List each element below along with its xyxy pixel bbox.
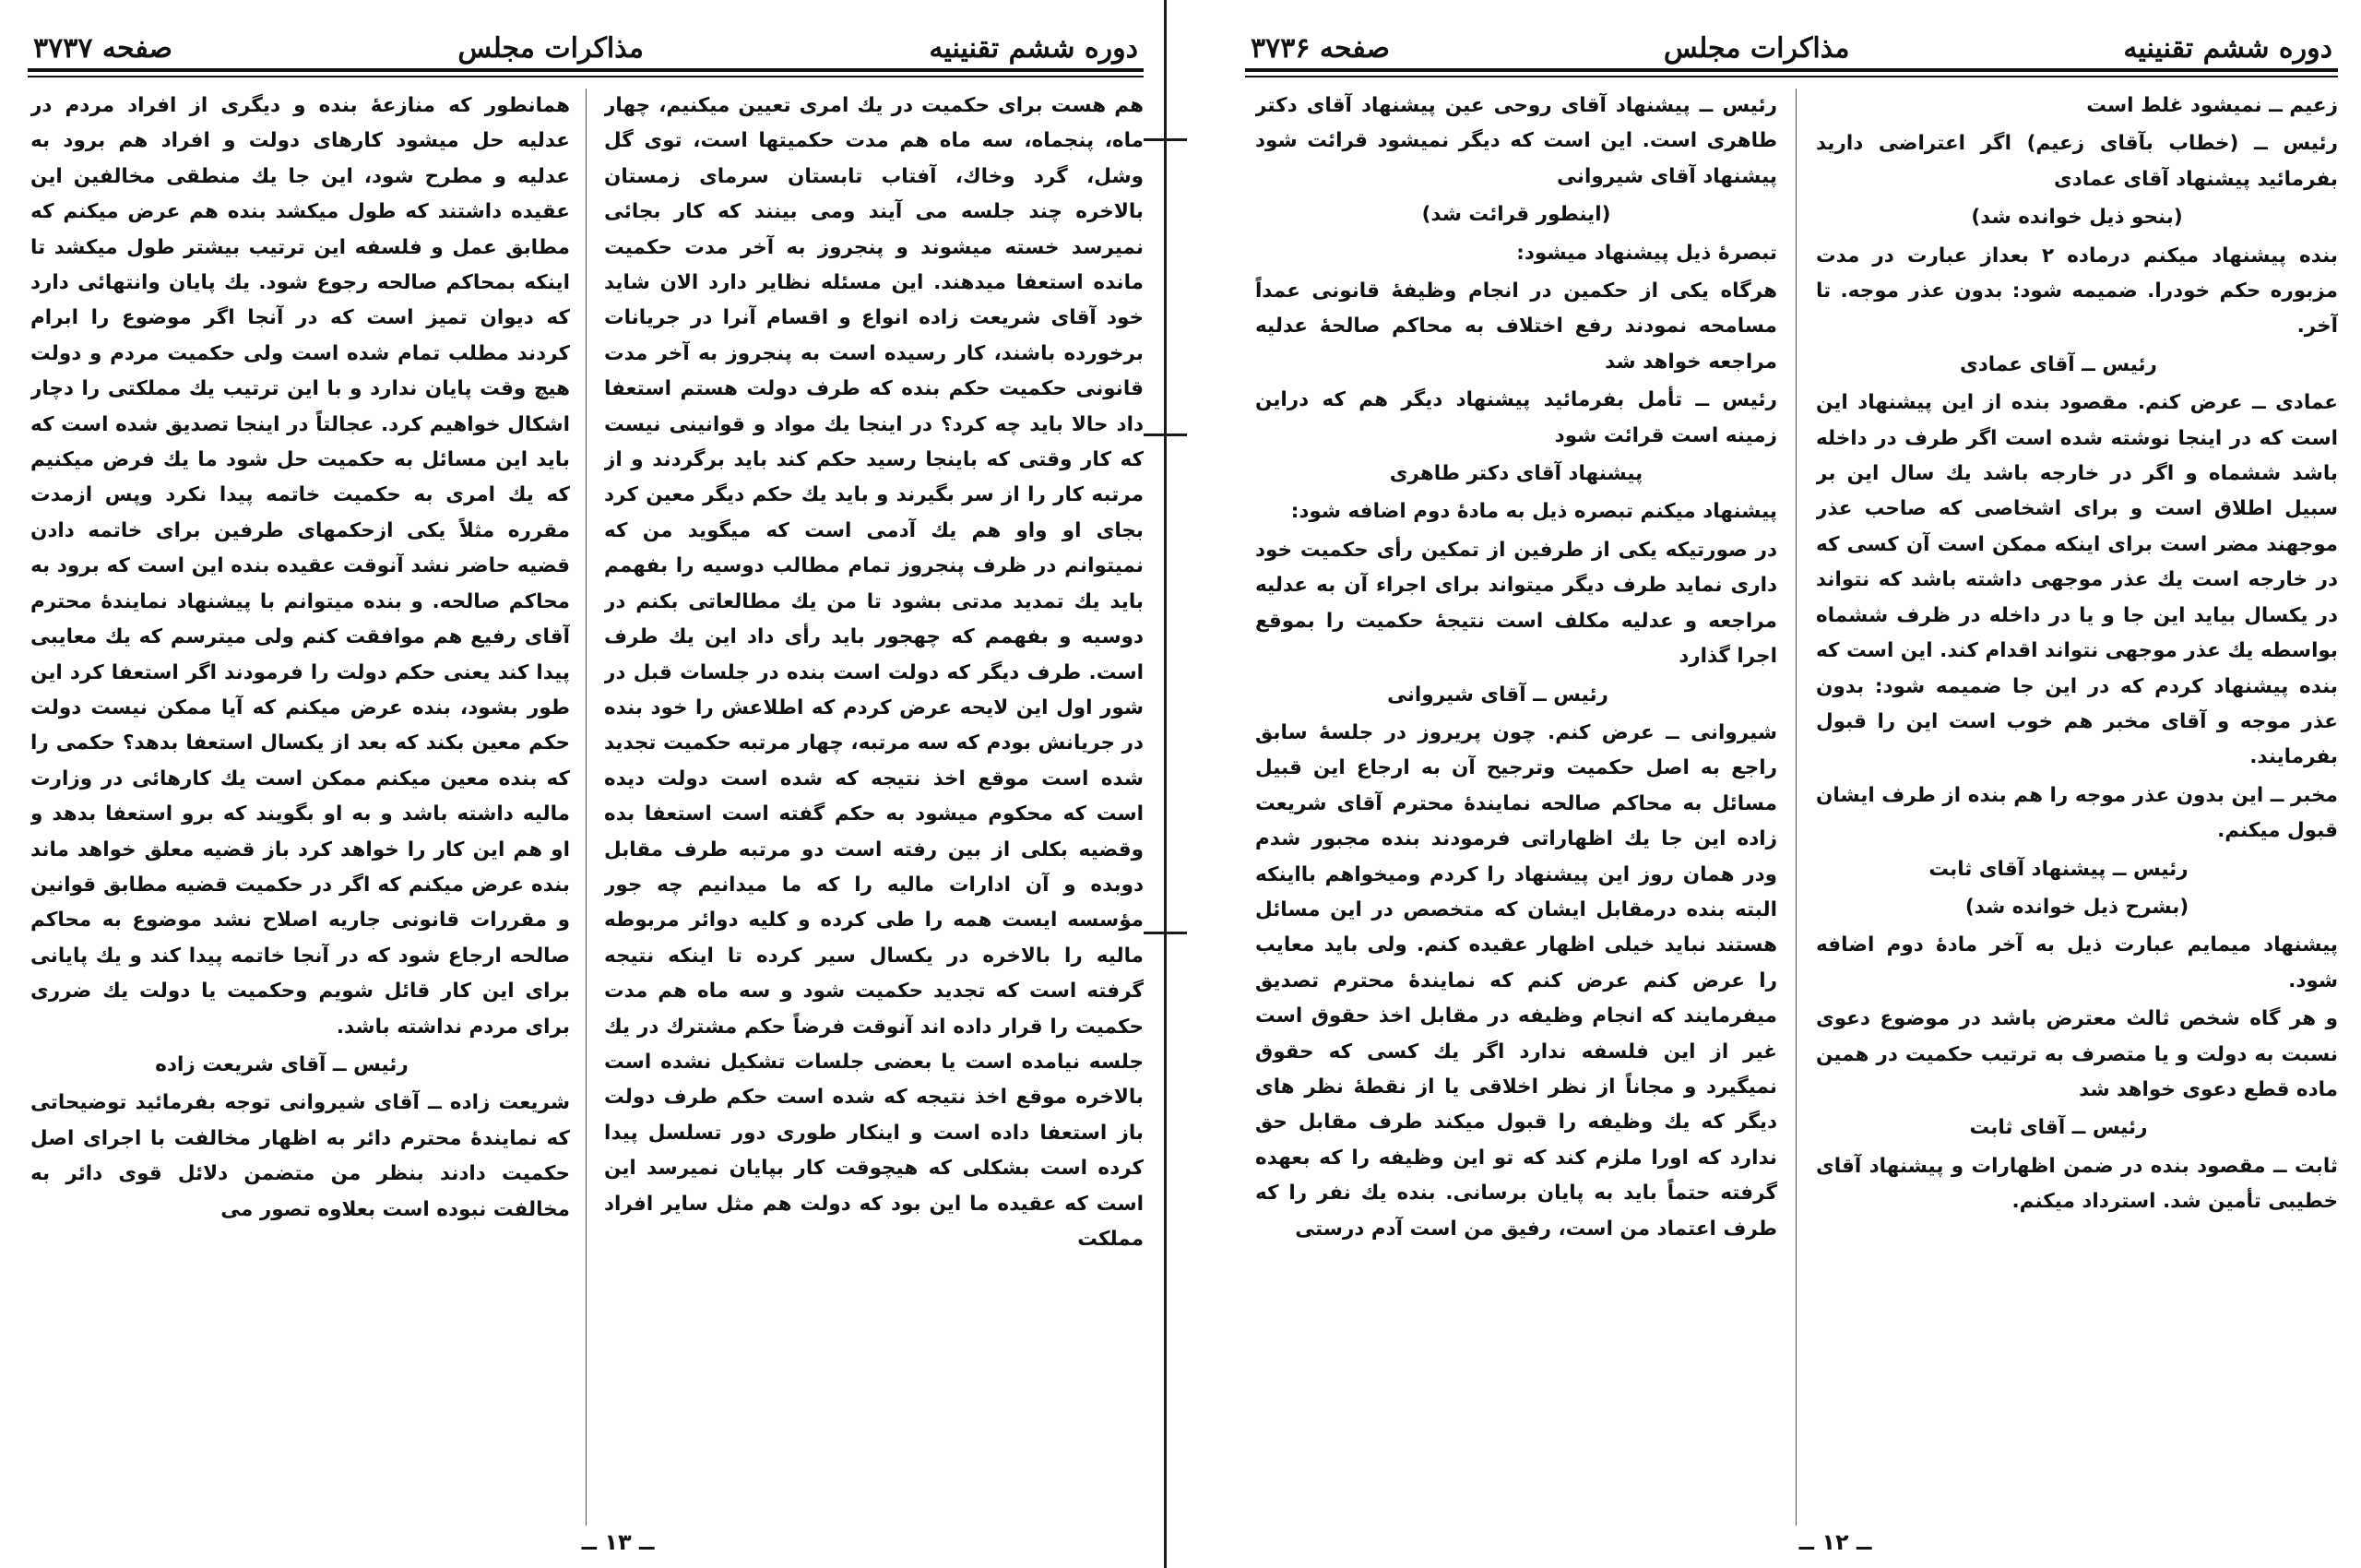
paragraph: پیشنهاد میمایم عبارت ذیل به آخر مادهٔ دوم اضافه شود. bbox=[1816, 933, 2338, 992]
book-gutter bbox=[1164, 0, 1167, 1568]
paragraph: عمادی ــ عرض کنم. مقصود بنده از این پیشنهاد این است که در اینجا نوشته شده است اگر طرف در داخله باشد ششماه و اگر در خارجه باشد یك سال این بر سبیل اطلاق است و برای اشخاصی که صاحب عذر موجهند مضر است برای اینکه ممکن است آن کسی که در خارجه است یك عذر موجهی داشته باشد که نتواند در یکسال بیاید این جا و یا در داخله در ظرف ششماه بواسطه یك عذر موجهی نتواند اقدام کند. این است که بنده پیشنهاد کردم که در این جا ضمیمه شود: بدون عذر موجه و آقای مخبر هم خوب است این را قبول بفرمایند. bbox=[1816, 391, 2338, 769]
reading-note: (اینطور قرائت شد) bbox=[1421, 203, 1611, 227]
paragraph: بنده پیشنهاد میکنم درماده ۲ بعداز عبارت در مدت مزبوره حکم خودرا. ضمیمه شود: بدون عذر موجه. تا آخر. bbox=[1816, 244, 2338, 339]
header-rule-thin bbox=[28, 76, 1144, 77]
paragraph: پیشنهاد میکنم تبصره ذیل به مادهٔ دوم اضافه شود: bbox=[1290, 500, 1777, 524]
paragraph: شیروانی ــ عرض کنم. چون پریروز در جلسهٔ سابق راجع به اصل حکمیت وترجیح آن به ارجاع این قبیل مسائل به محاکم صالحه نمایندهٔ محترم آقای شریعت زاده این جا یك اظهاراتی فرمودند بنده مجبور شدم ودر همان روز این پیشنهاد را کردم ومیخواهم بااینکه البته بنده درمقابل ایشان که متخصص در این مسائل هستند نباید خیلی اظهار عقیده کنم. ولی باید معایب را عرض کنم عرض کنم که نمایندهٔ محترم تصدیق میفرمایند که انجام وظیفه در مقابل اخذ حقوق است غیر از این فلسفه ندارد اگر یك کسی که حقوق نمیگیرد و مجاناً از نظر اخلاقی یا از نقطهٔ نظر های دیگر که یك وظیفه را قبول میکند طرف مقابل حق ندارد که اورا ملزم کند که تو این وظیفه را که بعهده گرفته حتماً باید به پایان برسانی. بنده یك نفر را که طرف اعتماد من است، رفیق من است آدم درستی bbox=[1255, 720, 1777, 1241]
paragraph: و هر گاه شخص ثالث معترض باشد در موضوع دعوی نسبت به دولت و یا متصرف به ترتیب حکمیت در همین ماده قطع دعوی خواهد شد bbox=[1816, 1007, 2338, 1101]
gutter-mark bbox=[1144, 138, 1187, 141]
paragraph: رئیس ــ تأمل بفرمائید پیشنهاد دیگر هم که دراین زمینه است قرائت شود bbox=[1255, 388, 1777, 447]
gutter-mark bbox=[1144, 932, 1187, 934]
speaker-heading: رئیس ــ آقای شیروانی bbox=[1387, 683, 1608, 707]
page-number: ــ ۱۳ ــ bbox=[581, 1529, 655, 1555]
paragraph: شریعت زاده ــ آقای شیروانی توجه بفرمائید توضیحاتی که نمایندهٔ محترم دائر به اظهار مخالفت با اجرای اصل حکمیت دادند بنظر من متضمن دلائل قوی دائر به مخالفت نبوده است بعلاوه تصور می bbox=[30, 1091, 570, 1221]
paragraph: رئیس ــ (خطاب بآقای زعیم) اگر اعتراضی دارید بفرمائید پیشنهاد آقای عمادی bbox=[1816, 132, 2338, 191]
text-columns bbox=[28, 89, 1144, 1526]
header-rule-thick bbox=[28, 68, 1144, 72]
speaker-heading: رئیس ــ آقای شریعت زاده bbox=[155, 1052, 409, 1076]
reading-note: (بنحو ذیل خوانده شد) bbox=[1971, 206, 2183, 230]
page-header bbox=[28, 13, 1144, 65]
journal-title: مذاكرات مجلس bbox=[457, 32, 644, 65]
column-left bbox=[1255, 89, 1777, 1526]
paragraph: ثابت ــ مقصود بنده در ضمن اظهارات و پیشنهاد آقای خطیبی تأمین شد. استرداد میکنم. bbox=[1816, 1154, 2338, 1214]
gutter-mark bbox=[1144, 434, 1187, 436]
paragraph: مخبر ــ این بدون عذر موجه را هم بنده از طرف ایشان قبول میکنم. bbox=[1816, 783, 2338, 843]
session-label: دوره ششم تقنينيه bbox=[929, 32, 1138, 65]
column-right bbox=[604, 89, 1144, 1526]
paragraph: هرگاه یکی از حکمین در انجام وظیفهٔ قانونی عمداً مسامحه نمودند رفع اختلاف به محاکم صالحهٔ عدلیه مراجعه خواهد شد bbox=[1255, 279, 1777, 374]
column-right bbox=[1816, 89, 2338, 1526]
header-rule-thin bbox=[1245, 76, 2338, 77]
paragraph: رئیس ــ پیشنهاد آقای روحی عین پیشنهاد آقای دکتر طاهری است. این است که دیگر نمیشود قرائت شود پیشنهاد آقای شیروانی bbox=[1255, 94, 1777, 188]
journal-title: مذاكرات مجلس bbox=[1663, 32, 1850, 65]
speaker-heading: رئیس ــ آقای ثابت bbox=[1969, 1116, 2148, 1140]
speaker-heading: رئیس ــ پیشنهاد آقای ثابت bbox=[1928, 857, 2189, 881]
paragraph: زعیم ــ نمیشود غلط است bbox=[2086, 94, 2338, 117]
reading-note: (بشرح ذیل خوانده شد) bbox=[1964, 895, 2189, 919]
left-page bbox=[28, 0, 1144, 1568]
column-divider bbox=[586, 89, 587, 1526]
paragraph: هم هست برای حکمیت در یك امری تعیین میکنیم، چهار ماه، پنجماه، سه ماه هم مدت حکمیتها است، توی گل وشل، گرد وخاك، آفتاب تابستان سرمای زمستان بالاخره چند جلسه می آیند ومی بینند که کار بجائی نمیرسد خسته میشوند و پنجروز به آخر مدت حکمیت مانده استعفا میدهند. این مسئله نظایر دارد الان شاید خود آقای شریعت زاده انواع و اقسام آنرا در جریانات برخورده باشند، کار رسیده است به پنجروز به آخر مدت قانونی حکمیت حکم بنده که طرف دولت هستم استعفا داد حالا باید چه کرد؟ در اینجا یك مواد و قوانینی نیست که کار وقتی که باینجا رسید حکم کند باید برگردند و از مرتبه کار را از سر بگیرند و باید یك حکم دیگر معین کرد بجای او واو هم یك آدمی است که میگوید من که نمیتوانم در ظرف پنجروز تمام مطالب دوسیه را بفهمم باید یك تمدید مدتی بشود تا من یك مطالعاتی بکنم در دوسیه و بفهمم که چهجور باید رأی داد این یك طرف است. طرف دیگر که دولت است بنده در جلسات قبل در شور اول این لایحه عرض کردم که اطلاعش را خود بنده در جریانش بودم که سه مرتبه، چهار مرتبه حکمیت تجدید شده است موقع اخذ نتیجه که شده است دولت دیده است که محکوم میشود به حکم گفته است استعفا بده وقضیه بکلی از بین رفته است دو مرتبه طرف مقابل دوبده و آن ادارات مالیه را که ما میدانیم چه جور مؤسسه ایست همه را طی کرده و کلیه دوائر مربوطه مالیه را بالاخره در یکسال سیر کرده تا اینکه نتیجه گرفته است که تجدید حکمیت شود و سه ماه هم مدت حکمیت را قرار داده اند آنوقت فرضاً حکم مشترك در یك جلسه نیامده است یا بعضی جلسات تشکیل نشده است بالاخره موقع اخذ نتیجه که شده است حکم طرف دولت باز استعفا داده است و اینکار طوری دور تسلسل پیدا کرده است بشکلی که هیچوقت کار بپایان نمیرسد این است که عقیده ما این بود که دولت هم مثل سایر افراد مملکت bbox=[604, 94, 1144, 1251]
right-page bbox=[1245, 0, 2338, 1568]
column-left bbox=[30, 89, 570, 1526]
proposal-heading: پیشنهاد آقای دکتر طاهری bbox=[1389, 462, 1643, 486]
header-rule-thick bbox=[1245, 68, 2338, 72]
text-columns bbox=[1245, 89, 2338, 1526]
page-header bbox=[1245, 13, 2338, 65]
page-label: صفحه ۳۷۳۶ bbox=[1251, 32, 1391, 65]
paragraph: در صورتیکه یکی از طرفین از تمکین رأی حکمیت خود داری نماید طرف دیگر میتواند برای اجراء آن به عدلیه مراجعه و عدلیه مکلف است نتیجهٔ حکمیت را بموقع اجرا گذارد bbox=[1255, 538, 1777, 669]
paragraph: همانطور که منازعهٔ بنده و دیگری از افراد مردم در عدلیه حل میشود کارهای دولت و افراد هم برود به عدلیه و مطرح شود، این جا یك منطقی مخالفین این عقیده داشتند که طول میکشد بنده هم عرض میکنم که مطابق عمل و فلسفه این ترتیب بیشتر طول میکشد تا اینکه بمحاکم صالحه رجوع شود. یك پایان وانتهائی دارد که دیوان تمیز است که در آنجا اگر موضوع را ابرام کردند مطلب تمام شده است ولی حکمیت مردم و دولت هیچ وقت پایان ندارد و با این ترتیب یك مملکتی را دچار اشکال خواهیم کرد. عجالتاً در اینجا تصدیق شده است که باید این مسائل به حکمیت حل شود ما یك فرض میکنیم که یك امری به حکمیت خاتمه پیدا نکرد وپس ازمدت مقرره مثلاً یکی ازحکمهای طرفین برای خاتمه دادن قضیه حاضر نشد آنوقت عقیده بنده این است که برود به محاکم صالحه. و بنده میتوانم با پیشنهاد نمایندهٔ محترم آقای رفیع هم موافقت کنم ولی میترسم که یك معایبی پیدا کند یعنی حکم دولت را فرمودند اگر استعفا کرد این طور بشود، بنده عرض میکنم که آیا ممکن نیست دولت حکم معین بکند که بعد از یکسال استعفا بدهد؟ حکمی را که بنده معین میکنم ممکن است یك کارهائی در وزارت مالیه داشته باشد و به او بگویند که برو استعفا بدهد و او هم این کار را خواهد کرد باز قضیه معلق خواهد ماند بنده عرض میکنم که اگر در حکمیت قضیه مطابق قوانین و مقررات قانونی جاریه اصلاح نشد موضوع به محاکم صالحه ارجاع شود که در آنجا خاتمه پیدا کند و یك پایانی برای این کار قائل شویم وحکمیت یا دولت یك ضرری برای مردم نداشته باشد. bbox=[30, 94, 570, 1039]
session-label: دوره ششم تقنینیه bbox=[2123, 32, 2332, 65]
page-number: ــ ۱۲ ــ bbox=[1798, 1529, 1872, 1555]
speaker-heading: رئیس ــ آقای عمادی bbox=[1960, 352, 2157, 376]
column-divider bbox=[1796, 89, 1797, 1526]
page-label: صفحه ۳۷۳۷ bbox=[33, 32, 173, 65]
paragraph: تبصرهٔ ذیل پیشنهاد میشود: bbox=[1516, 241, 1777, 265]
